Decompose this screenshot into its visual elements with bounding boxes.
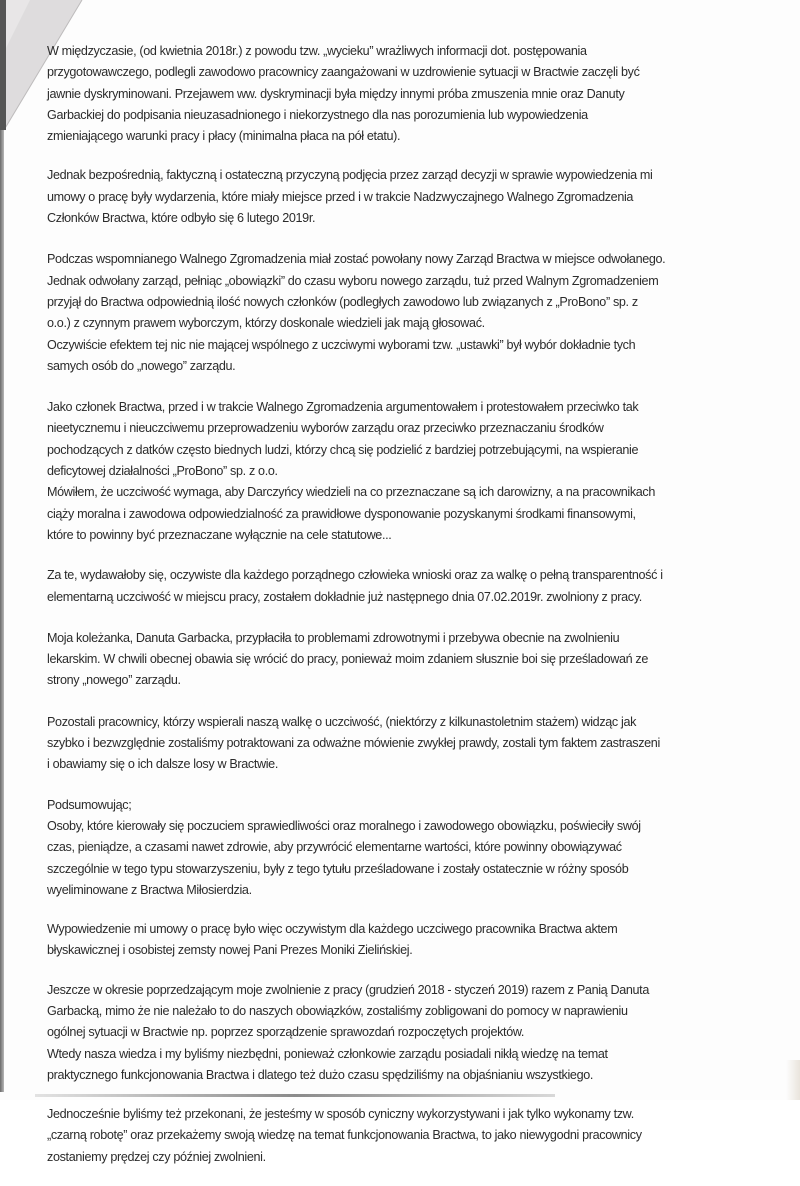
paragraph xyxy=(47,628,787,692)
text-line: lekarskim. W chwili obecnej obawia się wrócić do pracy, ponieważ moim zdaniem słusznie boi się prześladowań ze xyxy=(47,652,649,667)
paragraph xyxy=(47,712,787,776)
paragraph xyxy=(47,1104,787,1168)
text-line: „czarną robotę” oraz przekażemy swoją wiedzę na temat funkcjonowania Bractwa, to jako niewygodni pracownicy xyxy=(47,1128,642,1143)
text-line: Podsumowując; xyxy=(47,797,132,812)
text-line: Garbacką, mimo że nie należało to do naszych obowiązków, zostaliśmy zobligowani do pomocy w naprawieniu xyxy=(47,1003,628,1018)
text-line: Pozostali pracownicy, którzy wspierali naszą walkę o uczciwość, (niektórzy z kilkunastoletnim stażem) widząc jak xyxy=(47,714,637,729)
text-line: Wtedy nasza wiedza i my byliśmy niezbędni, ponieważ członkowie zarządu posiadali nikłą wiedzę na temat xyxy=(47,1046,608,1061)
text-line: jawnie dyskryminowani. Przejawem ww. dyskryminacji była między innymi próba zmuszenia mnie oraz Danuty xyxy=(47,86,625,101)
text-line: samych osób do „nowego” zarządu. xyxy=(47,358,236,373)
text-line: czas, pieniądze, a czasami nawet zdrowie, aby przywrócić elementarne wartości, które powinny obowiązywać xyxy=(47,840,622,855)
text-line: błyskawicznej i osobistej zemsty nowej Pani Prezes Moniki Zielińskiej. xyxy=(47,943,413,958)
text-line: umowy o pracę były wydarzenia, które miały miejsce przed i w trakcie Nadzwyczajnego Walnego Zgromadzenia xyxy=(47,189,634,204)
text-line: i obawiamy się o ich dalsze losy w Bractwie. xyxy=(47,757,278,772)
text-line: przygotowawczego, podlegli zawodowo pracownicy zaangażowani w uzdrowienie sytuacji w Bractwie zaczęli być xyxy=(47,65,640,80)
paragraph xyxy=(47,41,787,147)
text-line: zmieniającego warunki pracy i płacy (minimalna płaca na pół etatu). xyxy=(47,129,401,144)
text-line: Za te, wydawałoby się, oczywiste dla każdego porządnego człowieka wnioski oraz za walkę o pełną transparentność i xyxy=(47,568,663,583)
text-line: Jednak odwołany zarząd, pełniąc „obowiązki” do czasu wyboru nowego zarządu, tuż przed Walnym Zgromadzeniem xyxy=(47,273,659,288)
text-line: Podczas wspomnianego Walnego Zgromadzenia miał zostać powołany nowy Zarząd Bractwa w miejsce odwołanego. xyxy=(47,252,666,267)
folded-corner-edge xyxy=(0,0,6,130)
paragraph xyxy=(47,565,787,608)
text-line: Jednak bezpośrednią, faktyczną i ostateczną przyczyną podjęcia przez zarząd decyzji w sprawie wypowiedzenia mi xyxy=(47,168,653,183)
text-line: ciąży moralna i zawodowa odpowiedzialność za prawidłowe dysponowanie pozyskanymi środkami finansowymi, xyxy=(47,506,636,521)
text-line: Jako członek Bractwa, przed i w trakcie Walnego Zgromadzenia argumentowałem i protestowałem przeciwko tak xyxy=(47,400,639,415)
text-line: zostaniemy prędzej czy później zwolnieni. xyxy=(47,1149,266,1164)
text-line: praktycznego funkcjonowania Bractwa i dlatego też dużo czasu spędziliśmy na objaśnianiu wszystkiego. xyxy=(47,1067,594,1082)
text-line: szczególnie w tego typu stowarzyszeniu, były z tego tytułu prześladowane i zostały ostatecznie w różny sposób xyxy=(47,861,629,876)
text-line: Osoby, które kierowały się poczuciem sprawiedliwości oraz moralnego i zawodowego obowiązku, poświeciły swój xyxy=(47,818,641,833)
text-line: pochodzących z datków często biednych ludzi, którzy chcą się podzielić z bardziej potrzebującymi, na wspieranie xyxy=(47,442,639,457)
text-line: Jednocześnie byliśmy też przekonani, że jesteśmy w sposób cyniczny wykorzystywani i jak tylko wykonamy tzw. xyxy=(47,1107,634,1122)
text-line: Garbackiej do podpisania nieuzasadnionego i niekorzystnego dla nas porozumienia lub wypowiedzenia xyxy=(47,107,588,122)
paragraph xyxy=(47,397,787,546)
text-line: przyjął do Bractwa odpowiednią ilość nowych członków (podległych zawodowo lub związanych z „ProBono” sp. z xyxy=(47,294,638,309)
text-line: o.o.) z czynnym prawem wyborczym, którzy doskonale wiedzieli jak mają głosować. xyxy=(47,316,485,331)
text-line: szybko i bezwzględnie zostaliśmy potraktowani za odważne mówienie zwykłej prawdy, zostali tym faktem zastraszeni xyxy=(47,736,660,751)
text-line: elementarną uczciwość w miejscu pracy, zostałem dokładnie już następnego dnia 07.02.2019r. zwolniony z pracy. xyxy=(47,589,642,604)
page-corner-smudge xyxy=(786,1060,800,1100)
text-line: Mówiłem, że uczciwość wymaga, aby Darczyńcy wiedzieli na co przeznaczane są ich darowizny, a na pracownikach xyxy=(47,485,656,500)
paragraph xyxy=(47,919,787,962)
text-line: Oczywiście efektem tej nic nie mającej wspólnego z uczciwymi wyborami tzw. „ustawki” był wybór dokładnie tych xyxy=(47,337,636,352)
paragraph xyxy=(47,795,787,901)
text-line: Wypowiedzenie mi umowy o pracę było więc oczywistym dla każdego uczciwego pracownika Bractwa aktem xyxy=(47,922,618,937)
text-line: W międzyczasie, (od kwietnia 2018r.) z powodu tzw. „wycieku” wrażliwych informacji dot. postępowania xyxy=(47,44,587,58)
text-line: Członków Bractwa, które odbyło się 6 lutego 2019r. xyxy=(47,211,316,226)
text-line: które to powinny być przeznaczane wyłącznie na cele statutowe... xyxy=(47,527,392,542)
letter-body xyxy=(47,41,787,1186)
page-left-edge-shadow xyxy=(0,0,4,1092)
text-line: nieetycznemu i nieuczciwemu przeprowadzeniu wyborów zarządu oraz przeciwko przeznaczaniu środków xyxy=(47,421,604,436)
paragraph xyxy=(47,249,787,377)
paragraph xyxy=(47,980,787,1086)
text-line: Jeszcze w okresie poprzedzającym moje zwolnienie z pracy (grudzień 2018 - styczeń 2019) razem z Panią Danuta xyxy=(47,982,649,997)
text-line: strony „nowego” zarządu. xyxy=(47,673,181,688)
text-line: deficytowej działalności „ProBono” sp. z o.o. xyxy=(47,464,278,479)
paragraph xyxy=(47,165,787,229)
text-line: wyeliminowane z Bractwa Miłosierdzia. xyxy=(47,882,252,897)
text-line: Moja koleżanka, Danuta Garbacka, przypłaciła to problemami zdrowotnymi i przebywa obecnie na zwolnieniu xyxy=(47,630,620,645)
text-line: ogólnej sytuacji w Bractwie np. poprzez sporządzenie sprawozdań rozpoczętych projektów. xyxy=(47,1025,525,1040)
